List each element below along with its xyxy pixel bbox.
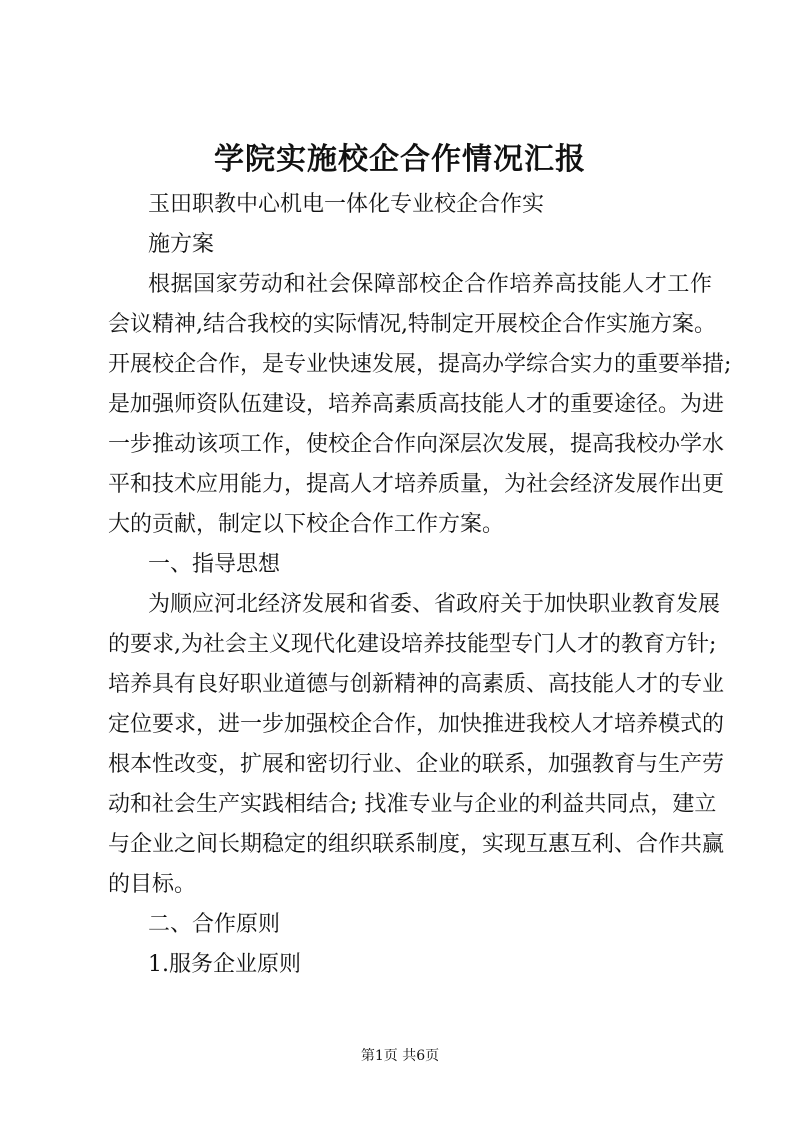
document-title: 学院实施校企合作情况汇报 [214, 142, 586, 177]
text-line: 的目标。 [108, 872, 197, 897]
subtitle-line: 施方案 [148, 232, 215, 257]
section-heading: 一、指导思想 [148, 552, 281, 577]
document-body [108, 185, 732, 985]
text-line: 与企业之间长期稳定的组织联系制度，实现互惠互利、合作共赢 [108, 832, 725, 857]
subtitle-line: 玉田职教中心机电一体化专业校企合作实 [148, 192, 545, 217]
section-heading: 二、合作原则 [148, 912, 281, 937]
list-item: 1.服务企业原则 [148, 952, 301, 977]
text-line: 是加强师资队伍建设，培养高素质高技能人才的重要途径。为进 [108, 392, 725, 417]
text-line: 开展校企合作，是专业快速发展，提高办学综合实力的重要举措; [108, 352, 732, 377]
text-line: 大的贡献，制定以下校企合作工作方案。 [108, 512, 505, 537]
text-line: 根据国家劳动和社会保障部校企合作培养高技能人才工作 [148, 272, 712, 297]
text-line: 动和社会生产实践相结合; 找准专业与企业的利益共同点，建立 [108, 792, 717, 817]
page-footer: 第1页 共6页 [360, 1048, 440, 1064]
paragraph-guiding-thought [108, 585, 725, 905]
text-line: 平和技术应用能力，提高人才培养质量，为社会经济发展作出更 [108, 472, 725, 497]
paragraph-intro [108, 265, 732, 545]
text-line: 一步推动该项工作，使校企合作向深层次发展，提高我校办学水 [108, 432, 725, 457]
text-line: 定位要求，进一步加强校企合作，加快推进我校人才培养模式的 [108, 712, 725, 737]
text-line: 会议精神,结合我校的实际情况,特制定开展校企合作实施方案。 [108, 312, 716, 337]
text-line: 的要求,为社会主义现代化建设培养技能型专门人才的教育方针; [108, 632, 717, 657]
text-line: 培养具有良好职业道德与创新精神的高素质、高技能人才的专业 [108, 672, 725, 697]
text-line: 为顺应河北经济发展和省委、省政府关于加快职业教育发展 [148, 592, 721, 617]
text-line: 根本性改变，扩展和密切行业、企业的联系，加强教育与生产劳 [108, 752, 725, 777]
